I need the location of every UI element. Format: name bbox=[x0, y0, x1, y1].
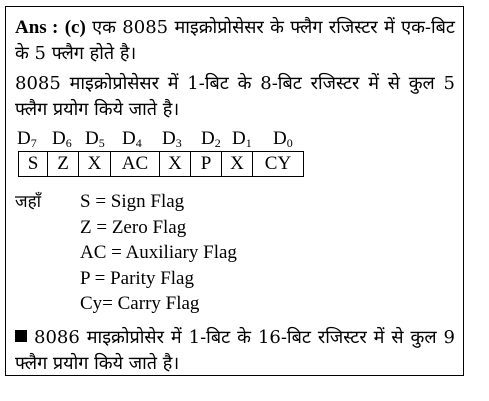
register-cell: X bbox=[160, 152, 191, 177]
bit-label-d5: $D_5$ bbox=[85, 128, 105, 150]
register-cell: X bbox=[222, 152, 253, 177]
paragraph-8086 bbox=[15, 325, 455, 377]
flag-definition: AC = Auxiliary Flag bbox=[80, 242, 237, 263]
bit-label-d6: $D_6$ bbox=[52, 128, 72, 150]
register-cell: Z bbox=[48, 152, 79, 177]
paragraph-8085: 8085 माइक्रोप्रोसेसर में 1-बिट के 8-बिट रजिस्टर में से कुल 5 फ्लैग प्रयोग किये जाते है। bbox=[15, 73, 455, 120]
bit-label-d4: $D_4$ bbox=[122, 128, 142, 150]
register-cell: AC bbox=[111, 152, 160, 177]
bit-label-d3: $D_3$ bbox=[162, 128, 182, 150]
register-bit-labels bbox=[17, 128, 317, 152]
flag-definition: P = Parity Flag bbox=[80, 267, 194, 289]
flag-register-table bbox=[18, 151, 304, 177]
register-cell: S bbox=[19, 152, 48, 177]
flag-definition: Cy= Carry Flag bbox=[80, 293, 200, 314]
register-cell: P bbox=[191, 152, 222, 177]
answer-label: Ans : bbox=[15, 17, 59, 38]
register-cell: X bbox=[79, 152, 111, 177]
answer-paragraph bbox=[15, 15, 455, 67]
paragraph-8086-text: 8086 माइक्रोप्रोसेर में 1-बिट के 16-बिट रजिस्टर में से कुल 9 फ्लैग प्रयोग किये जाते है। bbox=[15, 327, 455, 374]
flag-definitions bbox=[80, 189, 237, 317]
flag-register-row bbox=[19, 152, 304, 177]
square-bullet-icon bbox=[15, 330, 27, 342]
bit-label-d0: $D_0$ bbox=[273, 128, 293, 150]
answer-option: (c) bbox=[64, 17, 86, 38]
flag-definition: S = Sign Flag bbox=[80, 191, 185, 212]
bit-label-d7: $D_7$ bbox=[17, 128, 37, 150]
answer-text: एक 8085 माइक्रोप्रोसेसर के फ्लैग रजिस्टर में एक-बिट के 5 फ्लैग होते है। bbox=[15, 17, 455, 64]
register-cell: CY bbox=[253, 152, 304, 177]
flag-definition: Z = Zero Flag bbox=[80, 216, 187, 238]
answer-box bbox=[5, 6, 464, 376]
where-label: जहाँ bbox=[15, 192, 42, 212]
bit-label-d2: $D_2$ bbox=[201, 128, 221, 150]
bit-label-d1: $D_1$ bbox=[232, 128, 252, 150]
